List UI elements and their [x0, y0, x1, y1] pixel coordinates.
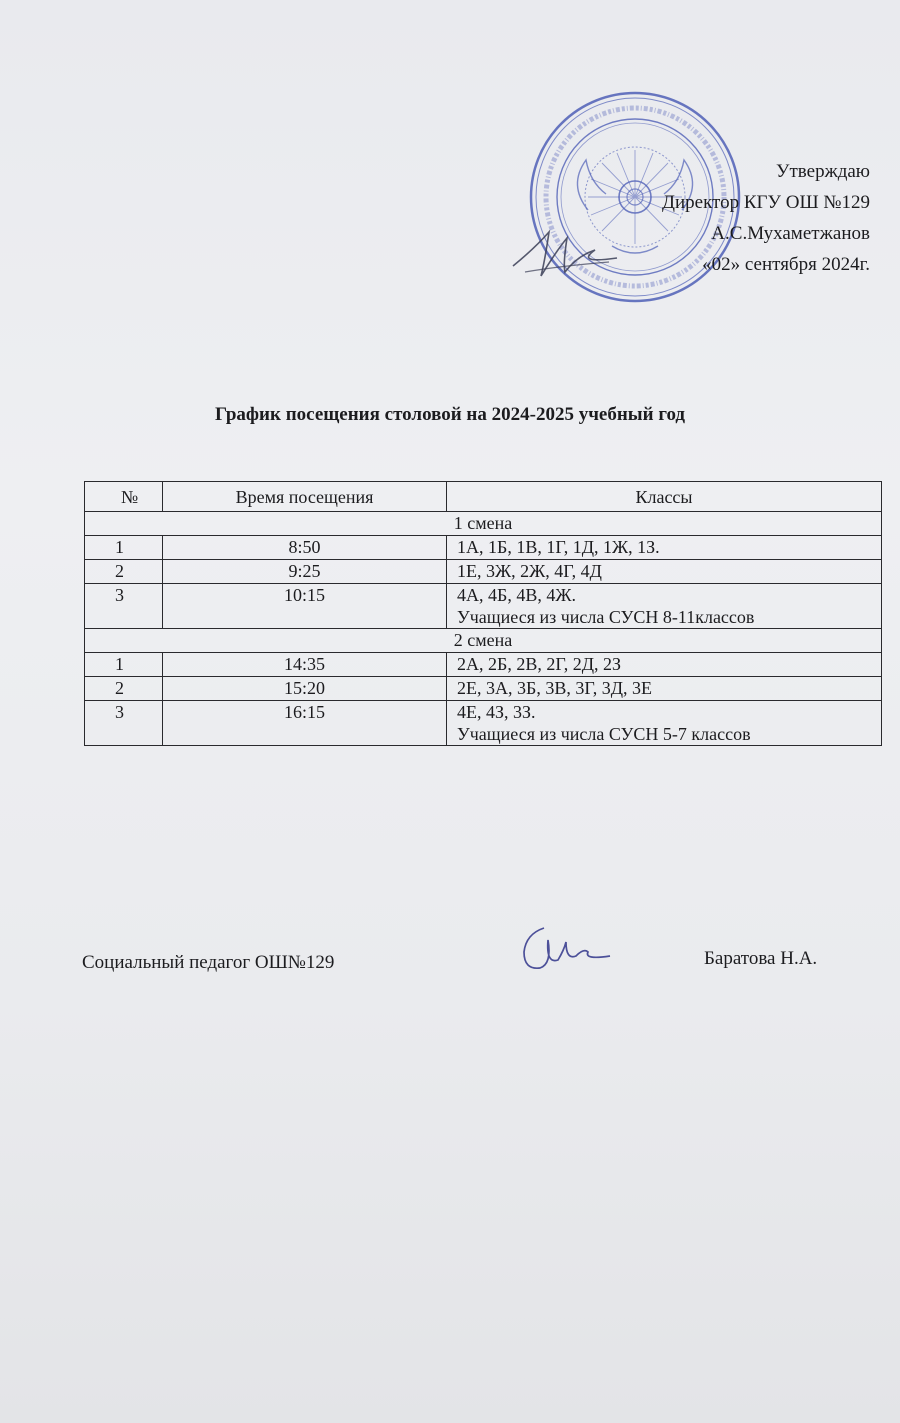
- footer-name: Баратова Н.А.: [704, 948, 818, 969]
- row-classes-cell: [447, 701, 882, 746]
- director-signature-icon: [505, 220, 625, 290]
- header-time: Время посещения: [163, 482, 447, 512]
- approval-position: Директор КГУ ОШ №129: [662, 192, 870, 213]
- header-classes: Классы: [447, 482, 882, 512]
- row-time: 14:35: [163, 653, 447, 677]
- row-classes: 4Е, 4З, 3З.: [457, 702, 536, 722]
- table-row: [85, 584, 882, 629]
- row-number: 3: [85, 701, 163, 746]
- schedule-table: [84, 481, 882, 746]
- row-classes: 1Е, 3Ж, 2Ж, 4Г, 4Д: [447, 560, 882, 584]
- shift1-label: 1 смена: [85, 512, 882, 536]
- table-header-row: [85, 482, 882, 512]
- row-classes-cell: [447, 584, 882, 629]
- approval-heading: Утверждаю: [776, 161, 870, 182]
- row-number: 2: [85, 560, 163, 584]
- row-time: 8:50: [163, 536, 447, 560]
- approval-block: [662, 156, 870, 280]
- row-number: 1: [85, 536, 163, 560]
- row-number: 2: [85, 677, 163, 701]
- shift-row: [85, 629, 882, 653]
- row-classes: 2Е, 3А, 3Б, 3В, 3Г, 3Д, 3Е: [447, 677, 882, 701]
- footer-role: Социальный педагог ОШ№129: [82, 952, 335, 973]
- row-time: 9:25: [163, 560, 447, 584]
- shift-row: [85, 512, 882, 536]
- table-row: [85, 560, 882, 584]
- table-row: [85, 536, 882, 560]
- approval-director-name: А.С.Мухаметжанов: [711, 223, 870, 244]
- row-classes: 2А, 2Б, 2В, 2Г, 2Д, 2З: [447, 653, 882, 677]
- teacher-signature-icon: [514, 920, 614, 982]
- table-row: [85, 701, 882, 746]
- table-row: [85, 677, 882, 701]
- shift2-label: 2 смена: [85, 629, 882, 653]
- row-number: 1: [85, 653, 163, 677]
- row-number: 3: [85, 584, 163, 629]
- header-number: №: [85, 482, 163, 512]
- row-time: 16:15: [163, 701, 447, 746]
- row-classes: 1А, 1Б, 1В, 1Г, 1Д, 1Ж, 1З.: [447, 536, 882, 560]
- row-note: Учащиеся из числа СУСН 8-11классов: [457, 607, 755, 627]
- approval-date: «02» сентября 2024г.: [702, 254, 870, 275]
- row-time: 15:20: [163, 677, 447, 701]
- row-classes: 4А, 4Б, 4В, 4Ж.: [457, 585, 576, 605]
- table-row: [85, 653, 882, 677]
- row-note: Учащиеся из числа СУСН 5-7 классов: [457, 724, 751, 744]
- document-title: График посещения столовой на 2024-2025 учебный год: [214, 404, 686, 425]
- row-time: 10:15: [163, 584, 447, 629]
